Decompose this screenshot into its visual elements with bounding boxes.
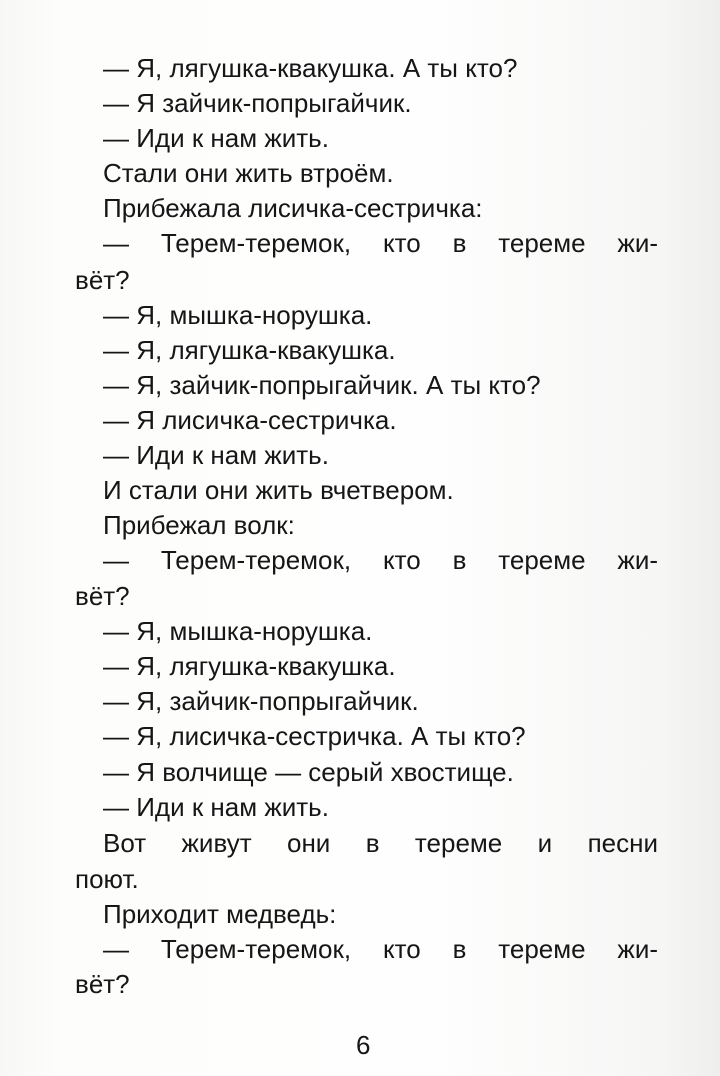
- text-line: Прибежала лисичка-сестричка:: [103, 193, 483, 223]
- text-line: — Терем-теремок, кто в тереме жи-: [103, 545, 658, 575]
- text-line: Прибежал волк:: [103, 510, 295, 540]
- text-line: — Я лисичка-сестричка.: [103, 405, 397, 435]
- text-line: Стали они жить втроём.: [103, 158, 394, 188]
- text-line: поют.: [75, 864, 139, 894]
- text-line: — Я, зайчик-попрыгайчик.: [103, 686, 419, 716]
- text-line: — Я, лисичка-сестричка. А ты кто?: [103, 721, 526, 751]
- text-line: — Я, лягушка-квакушка.: [103, 335, 396, 365]
- text-line: — Иди к нам жить.: [103, 123, 329, 153]
- text-line: — Я, лягушка-квакушка.: [103, 651, 396, 681]
- text-line: вёт?: [75, 581, 130, 611]
- text-line: — Я зайчик-попрыгайчик.: [103, 88, 412, 118]
- text-line: вёт?: [75, 265, 130, 295]
- page-number: 6: [356, 1030, 371, 1060]
- text-line: И стали они жить вчетвером.: [103, 475, 454, 505]
- text-line: — Я волчище — серый хвостище.: [103, 757, 514, 787]
- text-line: — Я, зайчик-попрыгайчик. А ты кто?: [103, 370, 541, 400]
- text-line: — Терем-теремок, кто в тереме жи-: [103, 228, 658, 258]
- text-line: — Иди к нам жить.: [103, 792, 329, 822]
- text-line: — Я, лягушка-квакушка. А ты кто?: [103, 53, 518, 83]
- text-line: Вот живут они в тереме и песни: [103, 828, 658, 858]
- text-line: — Я, мышка-норушка.: [103, 300, 373, 330]
- text-line: Приходит медведь:: [103, 899, 337, 929]
- text-line: вёт?: [75, 969, 130, 999]
- text-line: — Иди к нам жить.: [103, 440, 329, 470]
- text-line: — Терем-теремок, кто в тереме жи-: [103, 934, 658, 964]
- text-line: — Я, мышка-норушка.: [103, 616, 373, 646]
